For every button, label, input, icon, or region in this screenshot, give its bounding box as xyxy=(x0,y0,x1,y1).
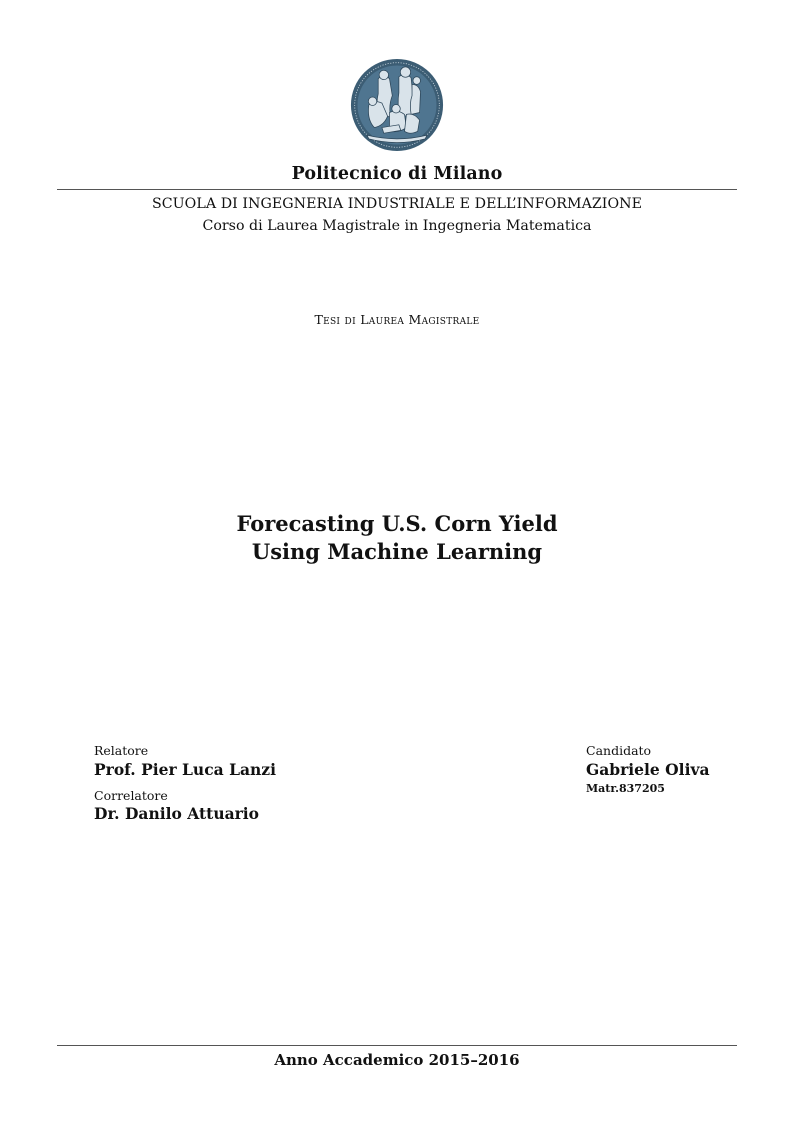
correlatore-name: Dr. Danilo Attuario xyxy=(94,804,260,823)
correlatore-label: Correlatore xyxy=(94,788,168,803)
thesis-title-line-1: Forecasting U.S. Corn Yield xyxy=(236,511,558,536)
candidato-name: Gabriele Oliva xyxy=(586,760,710,779)
thesis-type: Tesi di Laurea Magistrale xyxy=(314,312,480,327)
footer-divider xyxy=(57,1045,737,1046)
university-seal-logo xyxy=(350,58,444,152)
candidato-label: Candidato xyxy=(586,743,652,758)
course-name: Corso di Laurea Magistrale in Ingegneria Matematica xyxy=(202,218,592,234)
thesis-title xyxy=(0,510,794,566)
header-divider xyxy=(57,189,737,190)
thesis-title-line-2: Using Machine Learning xyxy=(251,539,543,564)
candidato-matricola: Matr.837205 xyxy=(586,782,665,795)
relatore-name: Prof. Pier Luca Lanzi xyxy=(94,760,276,779)
relatore-label: Relatore xyxy=(94,743,149,758)
school-name: SCUOLA DI INGEGNERIA INDUSTRIALE E DELL’INFORMAZIONE xyxy=(152,196,642,212)
academic-year: Anno Accademico 2015–2016 xyxy=(274,1051,520,1069)
university-name: Politecnico di Milano xyxy=(291,164,503,184)
